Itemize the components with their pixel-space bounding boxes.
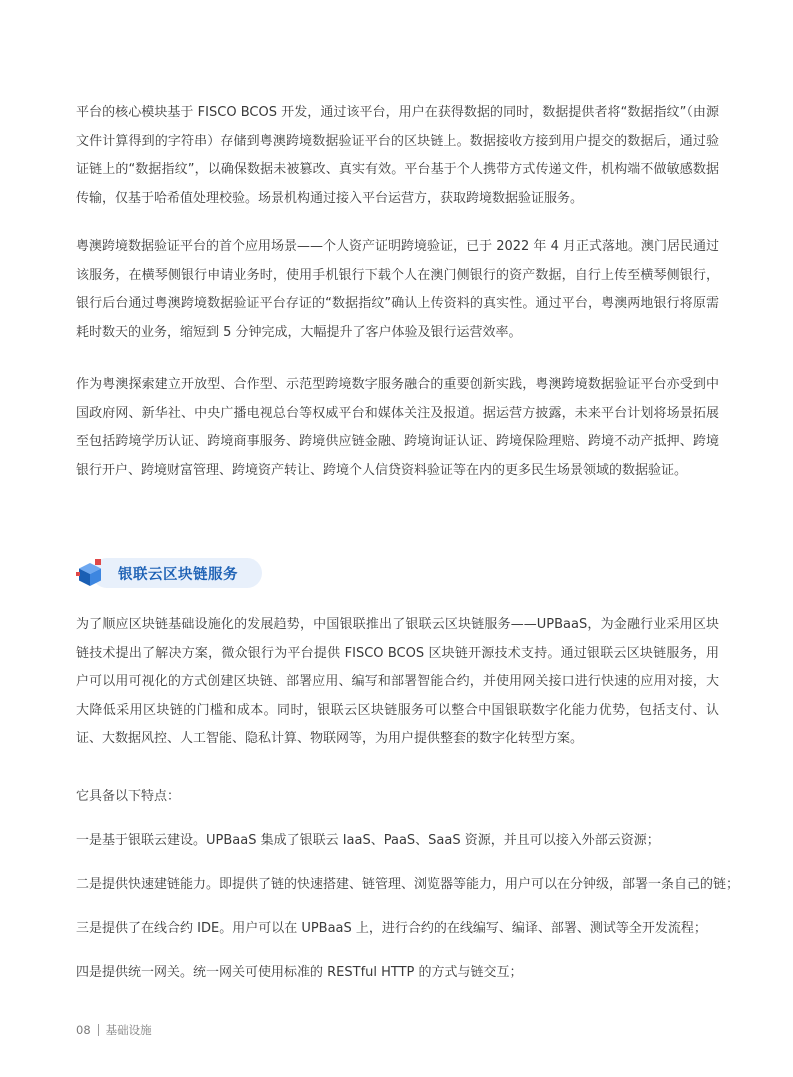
paragraph-upbaas-intro: 为了顺应区块链基础设施化的发展趋势，中国银联推出了银联云区块链服务——UPBaaS，为金融行业采用区块链技术提出了解决方案，微众银行为平台提供 FISCO BCOS 区块链开源技术支持。通过银联云区块链服务，用户可以用可视化的方式创建区块链、部署应用、编写和部署智能合约，并使用网关接口进行快速的应用对接，大大降低采用区块链的门槛和成本。同时，银联云区块链服务可以整合中国银联数字化能力优势，包括支付、认证、大数据风控、人工智能、隐私计算、物联网等，为用户提供整套的数字化转型方案。 [76,617,719,747]
paragraph-first-use-case: 粤澳跨境数据验证平台的首个应用场景——个人资产证明跨境验证，已于 2022 年 4 月正式落地。澳门居民通过该服务，在横琴侧银行申请业务时，使用手机银行下载个人在澳门侧银行的资产数据，自行上传至横琴侧银行，银行后台通过粤澳跨境数据验证平台存证的“数据指纹”确认上传资料的真实性。通过平台，粤澳两地银行将原需耗时数天的业务，缩短到 5 分钟完成，大幅提升了客户体验及银行运营效率。 [76,239,719,340]
paragraph-platform-core: 平台的核心模块基于 FISCO BCOS 开发，通过该平台，用户在获得数据的同时，数据提供者将“数据指纹”（由源文件计算得到的字符串）存储到粤澳跨境数据验证平台的区块链上。数据接收方接到用户提交的数据后，通过验证链上的“数据指纹”，以确保数据未被篡改、真实有效。平台基于个人携带方式传递文件，机构端不做敏感数据传输，仅基于哈希值处理校验。场景机构通过接入平台运营方，获取跨境数据验证服务。 [76,105,719,206]
footer-divider [98,1024,99,1036]
page-number: 08 [76,1023,91,1037]
chapter-name: 基础设施 [105,1023,152,1037]
section-title: 银联云区块链服务 [92,558,262,588]
feature-item-4: 四是提供统一网关。统一网关可使用标准的 RESTful HTTP 的方式与链交互； [76,965,523,980]
features-intro: 它具备以下特点： [76,789,181,804]
blockchain-cube-icon [74,557,106,589]
feature-item-3: 三是提供了在线合约 IDE。用户可以在 UPBaaS 上，进行合约的在线编写、编译、部署、测试等全开发流程； [76,921,707,936]
section-header [74,556,262,590]
feature-item-2: 二是提供快速建链能力。即提供了链的快速搭建、链管理、浏览器等能力，用户可以在分钟级，部署一条自己的链； [76,877,740,892]
paragraph-innovation-practice: 作为粤澳探索建立开放型、合作型、示范型跨境数字服务融合的重要创新实践，粤澳跨境数据验证平台亦受到中国政府网、新华社、中央广播电视总台等权威平台和媒体关注及报道。据运营方披露，未来平台计划将场景拓展至包括跨境学历认证、跨境商事服务、跨境供应链金融、跨境询证认证、跨境保险理赔、跨境不动产抵押、跨境银行开户、跨境财富管理、跨境资产转让、跨境个人信贷资料验证等在内的更多民生场景领域的数据验证。 [76,377,719,478]
feature-item-1: 一是基于银联云建设。UPBaaS 集成了银联云 IaaS、PaaS、SaaS 资源，并且可以接入外部云资源； [76,833,660,848]
page-footer [76,1022,152,1038]
